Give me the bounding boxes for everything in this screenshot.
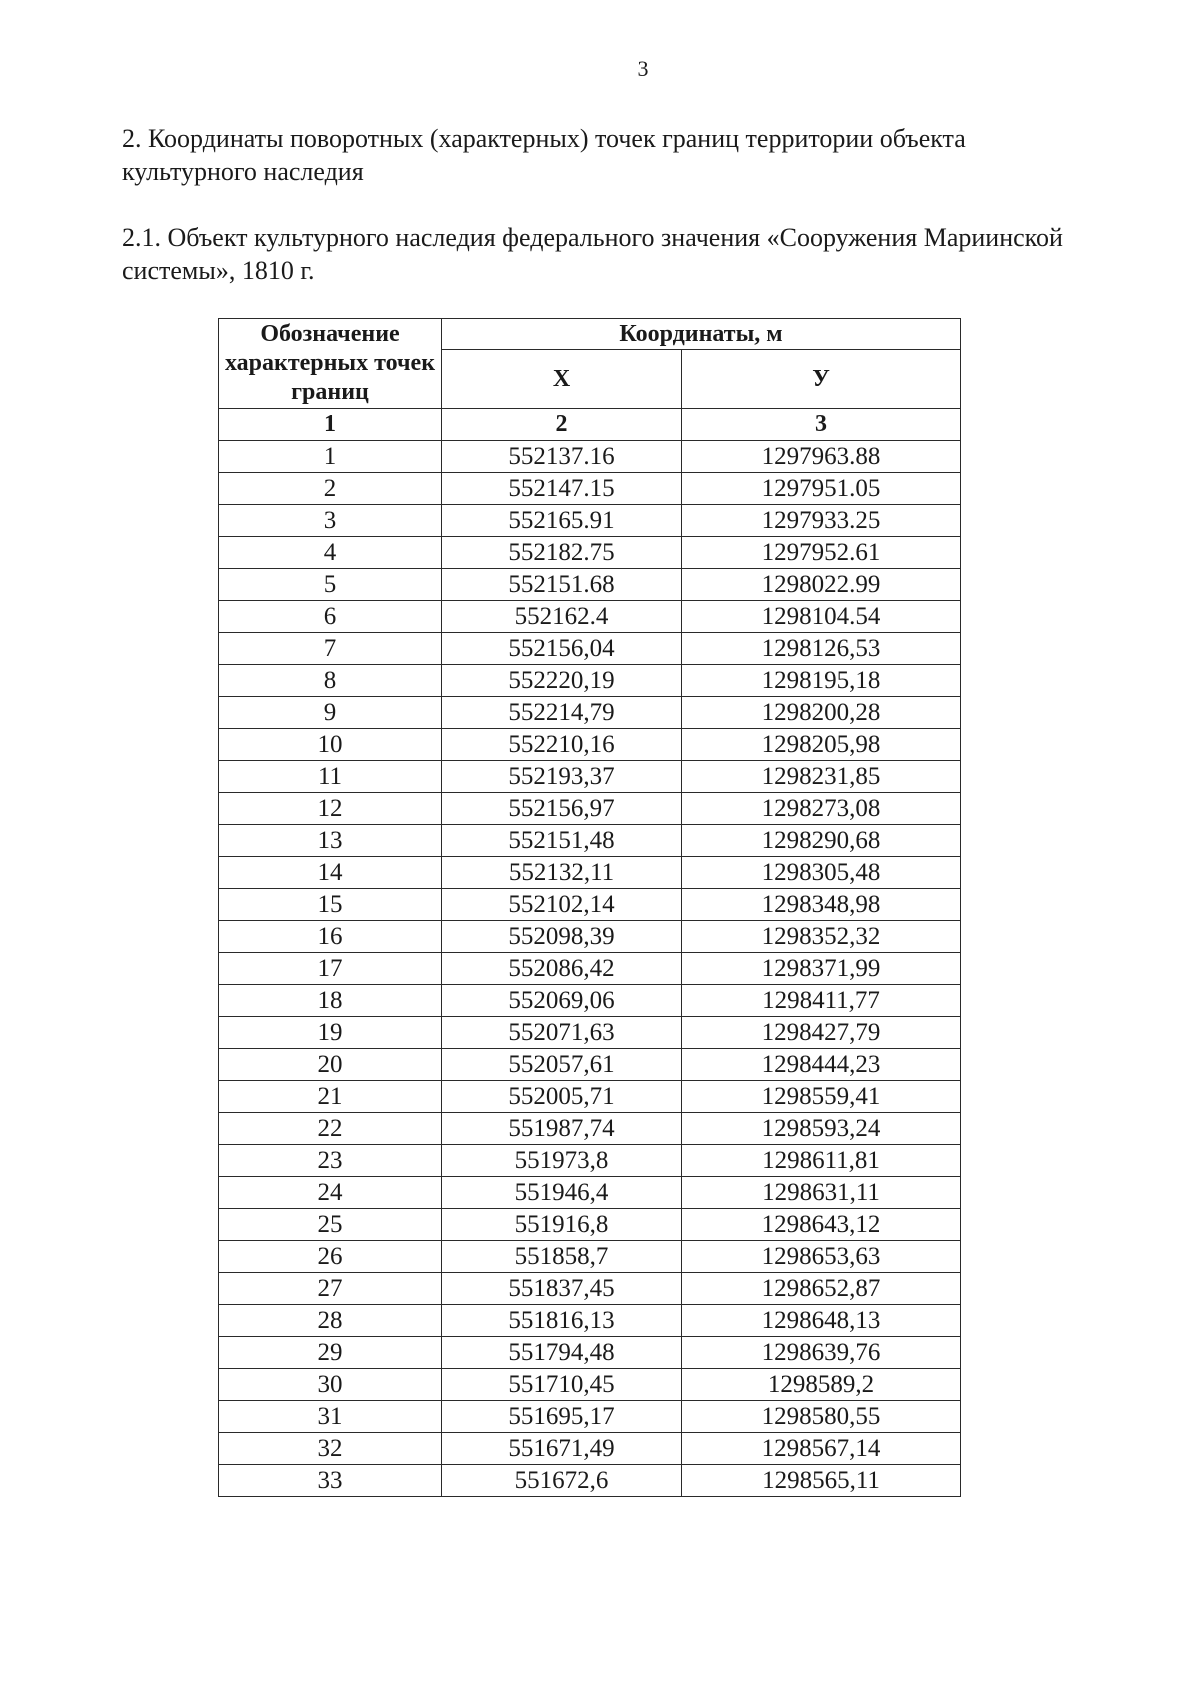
y-coordinate-cell: 1298231,85 xyxy=(682,761,961,793)
x-coordinate-cell: 552147.15 xyxy=(442,473,682,505)
point-cell: 29 xyxy=(219,1337,442,1369)
y-coordinate-cell: 1298580,55 xyxy=(682,1401,961,1433)
y-coordinate-cell: 1298631,11 xyxy=(682,1177,961,1209)
x-coordinate-cell: 551710,45 xyxy=(442,1369,682,1401)
table-row xyxy=(219,953,961,985)
table-row xyxy=(219,537,961,569)
x-coordinate-cell: 552156,04 xyxy=(442,633,682,665)
table-row xyxy=(219,473,961,505)
y-coordinate-cell: 1298565,11 xyxy=(682,1465,961,1497)
table-row xyxy=(219,1145,961,1177)
table-row xyxy=(219,1465,961,1497)
x-coordinate-cell: 552098,39 xyxy=(442,921,682,953)
table-row xyxy=(219,729,961,761)
table-row xyxy=(219,1369,961,1401)
table-row xyxy=(219,761,961,793)
point-cell: 19 xyxy=(219,1017,442,1049)
table-row xyxy=(219,505,961,537)
y-coordinate-cell: 1297951.05 xyxy=(682,473,961,505)
point-cell: 18 xyxy=(219,985,442,1017)
point-cell: 1 xyxy=(219,441,442,473)
point-cell: 5 xyxy=(219,569,442,601)
point-cell: 23 xyxy=(219,1145,442,1177)
table-row xyxy=(219,569,961,601)
y-coordinate-cell: 1298305,48 xyxy=(682,857,961,889)
point-cell: 16 xyxy=(219,921,442,953)
x-coordinate-cell: 551973,8 xyxy=(442,1145,682,1177)
x-coordinate-cell: 551672,6 xyxy=(442,1465,682,1497)
table-row xyxy=(219,1433,961,1465)
table-row xyxy=(219,825,961,857)
x-coordinate-cell: 552005,71 xyxy=(442,1081,682,1113)
table-row xyxy=(219,921,961,953)
y-coordinate-cell: 1298371,99 xyxy=(682,953,961,985)
x-coordinate-cell: 552162.4 xyxy=(442,601,682,633)
table-row xyxy=(219,1401,961,1433)
point-cell: 25 xyxy=(219,1209,442,1241)
point-designation-header: Обозначение характерных точек границ xyxy=(219,319,442,409)
y-coordinate-cell: 1297933.25 xyxy=(682,505,961,537)
y-coordinate-cell: 1298348,98 xyxy=(682,889,961,921)
table-row xyxy=(219,1017,961,1049)
x-coordinate-cell: 551695,17 xyxy=(442,1401,682,1433)
x-coordinate-cell: 552156,97 xyxy=(442,793,682,825)
y-coordinate-cell: 1298559,41 xyxy=(682,1081,961,1113)
x-coordinate-cell: 552086,42 xyxy=(442,953,682,985)
y-coordinate-cell: 1298643,12 xyxy=(682,1209,961,1241)
x-coordinate-cell: 551816,13 xyxy=(442,1305,682,1337)
point-cell: 32 xyxy=(219,1433,442,1465)
table-row xyxy=(219,889,961,921)
table-row xyxy=(219,857,961,889)
x-coordinate-cell: 552057,61 xyxy=(442,1049,682,1081)
y-coordinate-cell: 1298648,13 xyxy=(682,1305,961,1337)
y-coordinate-cell: 1298205,98 xyxy=(682,729,961,761)
y-coordinate-cell: 1298200,28 xyxy=(682,697,961,729)
section-heading: 2. Координаты поворотных (характерных) точек границ территории объекта культурного наследия xyxy=(122,124,966,186)
x-coordinate-cell: 552193,37 xyxy=(442,761,682,793)
point-cell: 9 xyxy=(219,697,442,729)
y-coordinate-cell: 1298567,14 xyxy=(682,1433,961,1465)
x-coordinate-cell: 552182.75 xyxy=(442,537,682,569)
point-cell: 2 xyxy=(219,473,442,505)
y-coordinate-cell: 1298022.99 xyxy=(682,569,961,601)
point-cell: 27 xyxy=(219,1273,442,1305)
point-cell: 10 xyxy=(219,729,442,761)
x-coordinate-cell: 552220,19 xyxy=(442,665,682,697)
point-cell: 11 xyxy=(219,761,442,793)
table-row xyxy=(219,793,961,825)
table-row xyxy=(219,1337,961,1369)
x-coordinate-cell: 551837,45 xyxy=(442,1273,682,1305)
x-coordinate-cell: 551794,48 xyxy=(442,1337,682,1369)
point-cell: 15 xyxy=(219,889,442,921)
x-coordinate-cell: 552151,48 xyxy=(442,825,682,857)
column-number-3: 3 xyxy=(682,409,961,441)
y-coordinate-cell: 1298653,63 xyxy=(682,1241,961,1273)
table-row xyxy=(219,1049,961,1081)
point-cell: 33 xyxy=(219,1465,442,1497)
y-coordinate-cell: 1298126,53 xyxy=(682,633,961,665)
x-coordinate-cell: 551987,74 xyxy=(442,1113,682,1145)
point-cell: 13 xyxy=(219,825,442,857)
point-cell: 17 xyxy=(219,953,442,985)
table-row xyxy=(219,1113,961,1145)
x-coordinate-cell: 552071,63 xyxy=(442,1017,682,1049)
table-row xyxy=(219,441,961,473)
x-coordinate-cell: 551671,49 xyxy=(442,1433,682,1465)
point-cell: 22 xyxy=(219,1113,442,1145)
x-coordinate-cell: 551858,7 xyxy=(442,1241,682,1273)
table-body xyxy=(219,441,961,1497)
y-coordinate-cell: 1297952.61 xyxy=(682,537,961,569)
y-coordinate-cell: 1298427,79 xyxy=(682,1017,961,1049)
y-coordinate-cell: 1298273,08 xyxy=(682,793,961,825)
table-row xyxy=(219,1305,961,1337)
table-row xyxy=(219,697,961,729)
y-coordinate-cell: 1298352,32 xyxy=(682,921,961,953)
x-coordinate-cell: 551946,4 xyxy=(442,1177,682,1209)
x-coordinate-cell: 552214,79 xyxy=(442,697,682,729)
column-number-2: 2 xyxy=(442,409,682,441)
y-coordinate-cell: 1298104.54 xyxy=(682,601,961,633)
x-coordinate-cell: 552102,14 xyxy=(442,889,682,921)
table-row xyxy=(219,601,961,633)
y-coordinate-cell: 1298611,81 xyxy=(682,1145,961,1177)
point-cell: 6 xyxy=(219,601,442,633)
y-coordinate-cell: 1297963.88 xyxy=(682,441,961,473)
point-cell: 3 xyxy=(219,505,442,537)
point-cell: 21 xyxy=(219,1081,442,1113)
point-cell: 28 xyxy=(219,1305,442,1337)
point-cell: 7 xyxy=(219,633,442,665)
table-header xyxy=(219,319,961,441)
point-cell: 8 xyxy=(219,665,442,697)
x-coordinate-cell: 552165.91 xyxy=(442,505,682,537)
y-coordinate-cell: 1298411,77 xyxy=(682,985,961,1017)
point-cell: 24 xyxy=(219,1177,442,1209)
table-row xyxy=(219,985,961,1017)
y-coordinate-cell: 1298195,18 xyxy=(682,665,961,697)
table-row xyxy=(219,1273,961,1305)
y-coordinate-cell: 1298444,23 xyxy=(682,1049,961,1081)
point-cell: 14 xyxy=(219,857,442,889)
y-coordinate-cell: 1298652,87 xyxy=(682,1273,961,1305)
column-number-1: 1 xyxy=(219,409,442,441)
point-cell: 20 xyxy=(219,1049,442,1081)
x-coordinate-cell: 552069,06 xyxy=(442,985,682,1017)
table-row xyxy=(219,1241,961,1273)
table-row xyxy=(219,665,961,697)
y-coordinate-cell: 1298639,76 xyxy=(682,1337,961,1369)
x-coordinate-cell: 552151.68 xyxy=(442,569,682,601)
table-row xyxy=(219,1177,961,1209)
point-cell: 31 xyxy=(219,1401,442,1433)
point-cell: 26 xyxy=(219,1241,442,1273)
point-cell: 30 xyxy=(219,1369,442,1401)
coordinates-table xyxy=(218,318,961,1497)
point-cell: 12 xyxy=(219,793,442,825)
y-column-header: У xyxy=(682,350,961,409)
y-coordinate-cell: 1298593,24 xyxy=(682,1113,961,1145)
table-row xyxy=(219,633,961,665)
page-number: 3 xyxy=(637,56,649,81)
x-coordinate-cell: 552210,16 xyxy=(442,729,682,761)
x-column-header: X xyxy=(442,350,682,409)
x-coordinate-cell: 551916,8 xyxy=(442,1209,682,1241)
table-row xyxy=(219,1209,961,1241)
subsection-heading: 2.1. Объект культурного наследия федерального значения «Сооружения Мариинской системы», 1810 г. xyxy=(122,223,1063,285)
y-coordinate-cell: 1298589,2 xyxy=(682,1369,961,1401)
coordinates-header: Координаты, м xyxy=(442,319,961,350)
x-coordinate-cell: 552132,11 xyxy=(442,857,682,889)
y-coordinate-cell: 1298290,68 xyxy=(682,825,961,857)
point-cell: 4 xyxy=(219,537,442,569)
x-coordinate-cell: 552137.16 xyxy=(442,441,682,473)
table-row xyxy=(219,1081,961,1113)
